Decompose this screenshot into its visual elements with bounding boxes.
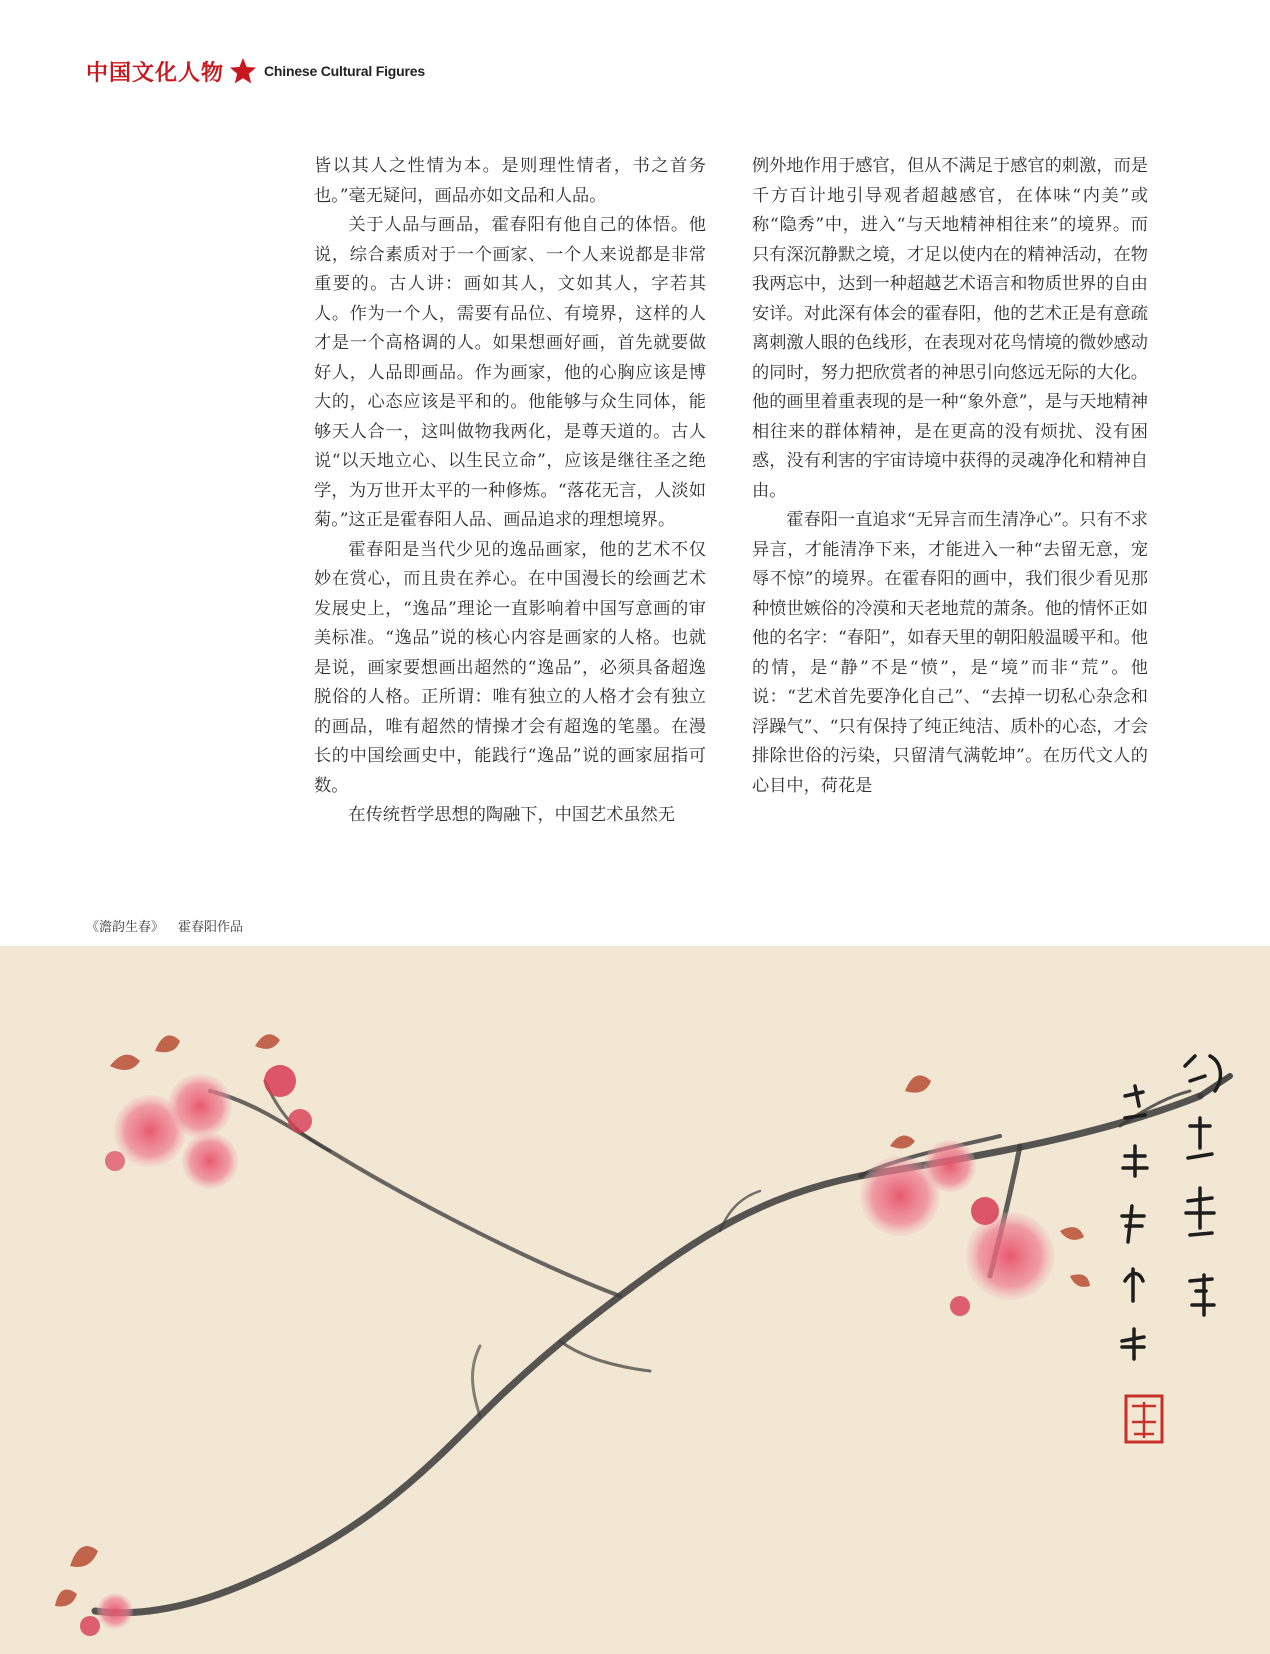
- painting-author: 霍春阳作品: [178, 920, 244, 935]
- paragraph: 关于人品与画品，霍春阳有他自己的体悟。他说，综合素质对于一个画家、一个人来说都是非常重要的。古人讲：画如其人，文如其人，字若其人。作为一个人，需要有品位、有境界，这样的人才是一个高格调的人。如果想画好画，首先就要做好人，人品即画品。作为画家，他的心胸应该是博大的，心态应该是平和的。他能够与众生同体，能够天人合一，这叫做物我两化，是尊天道的。古人说“以天地立心、以生民立命”，应该是继往圣之绝学，为万世开太平的一种修炼。“落花无言，人淡如菊。”这正是霍春阳人品、画品追求的理想境界。: [314, 215, 706, 530]
- red-star-icon: [228, 56, 258, 86]
- branch: [95, 1076, 1230, 1613]
- paragraph: 例外地作用于感官，但从不满足于感官的刺激，而是千方百计地引导观者超越感官，在体味“内美”或称“隐秀”中，进入“与天地精神相往来”的境界。而只有深沉静默之境，才足以使内在的精神活动，在物我两忘中，达到一种超越艺术语言和物质世界的自由安详。对此深有体会的霍春阳，他的艺术正是有意疏离刺激人眼的色线形，在表现对花鸟情境的微妙感动的同时，努力把欣赏者的神思引向悠远无际的大化。他的画里着重表现的是一种“象外意”，是与天地精神相往来的群体精神，是在更高的没有烦扰、没有困惑，没有利害的宇宙诗境中获得的灵魂净化和精神自由。: [752, 156, 1148, 501]
- article-column-left: [314, 152, 706, 831]
- plum-blossom-painting: [0, 946, 1270, 1654]
- magazine-header: [86, 56, 425, 86]
- blossom-bottom: [80, 1593, 133, 1636]
- red-seal: [1126, 1396, 1162, 1442]
- calligraphy-inscription: [1122, 1056, 1220, 1359]
- paragraph: 霍春阳是当代少见的逸品画家，他的艺术不仅妙在赏心，而且贵在养心。在中国漫长的绘画艺术发展史上，“逸品”理论一直影响着中国写意画的审美标准。“逸品”说的核心内容是画家的人格。也就是说，画家要想画出超然的“逸品”，必须具备超逸脱俗的人格。正所谓：唯有独立的人格才会有独立的画品，唯有超然的情操才会有超逸的笔墨。在漫长的中国绘画史中，能践行“逸品”说的画家屈指可数。: [314, 539, 706, 796]
- painting-image: [0, 946, 1270, 1654]
- painting-title: 《澹韵生春》: [86, 920, 165, 935]
- paragraph: 在传统哲学思想的陶融下，中国艺术虽然无: [348, 805, 675, 825]
- brand-title-en: Chinese Cultural Figures: [264, 63, 425, 79]
- paragraph: 霍春阳一直追求“无异言而生清净心”。只有不求异言，才能清净下来，才能进入一种“去留无意，宠辱不惊”的境界。在霍春阳的画中，我们很少看见那种愤世嫉俗的冷漠和天老地荒的萧条。他的情怀正如他的名字：“春阳”，如春天里的朝阳般温暖平和。他的情，是“静”不是“愤”，是“境”而非“荒”。他说：“艺术首先要净化自己”、“去掉一切私心杂念和浮躁气”、“只有保持了纯正纯洁、质朴的心态，才会排除世俗的污染，只留清气满乾坤”。在历代文人的心目中，荷花是: [752, 510, 1148, 796]
- article-column-right: [752, 152, 1148, 801]
- paragraph: 皆以其人之性情为本。是则理性情者，书之首务也。”毫无疑问，画品亦如文品和人品。: [314, 156, 706, 206]
- painting-caption: [86, 916, 257, 935]
- blossom-cluster-right: [860, 1140, 1054, 1316]
- blossom-cluster-left: [105, 1065, 312, 1189]
- brand-title-cn: 中国文化人物: [86, 59, 225, 86]
